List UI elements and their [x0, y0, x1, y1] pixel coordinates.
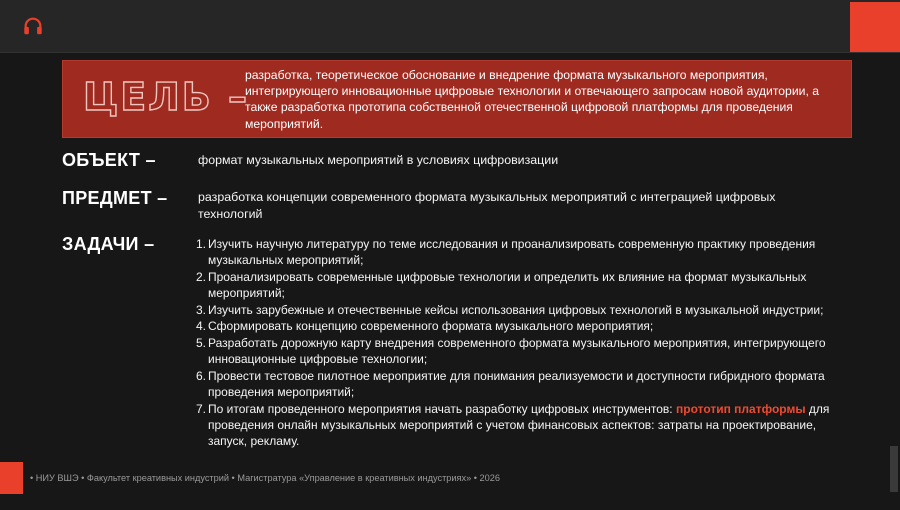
task-item: 4. Сформировать концепцию современного формата музыкального мероприятия;: [196, 319, 654, 334]
subject-text: разработка концепции современного формата музыкальных мероприятий с интеграцией цифровых технологий: [198, 190, 776, 221]
goal-banner: [62, 60, 852, 138]
task-item: 1. Изучить научную литературу по теме исследования и проанализировать современную практику проведения музыкальных мероприятий;: [196, 237, 816, 268]
top-bar: [0, 0, 900, 53]
object-label: ОБЪЕКТ –: [62, 150, 156, 170]
tasks-label: ЗАДАЧИ –: [62, 234, 155, 254]
task-item: 7. По итогам проведенного мероприятия начать разработку цифровых инструментов: прототип платформы для проведения онлайн музыкальных мероприятий с учетом финансовых аспектов: затраты на проектирование, запуск, рекламу.: [196, 401, 830, 449]
corner-accent-top-right: [850, 2, 900, 52]
goal-title: ЦЕЛЬ –: [83, 75, 249, 119]
subject-label: ПРЕДМЕТ –: [62, 188, 168, 208]
platform-prototype-highlight: прототип платформы: [675, 401, 806, 416]
corner-accent-bottom-left: [0, 462, 23, 494]
goal-text: разработка, теоретическое обоснование и внедрение формата музыкального мероприятия, интегрирующего инновационные цифровые технологии и отвечающего запросам новой аудитории, а также разработка прототипа собственной отечественной цифровой платформы для проведения мероприятий.: [245, 68, 819, 131]
task-item: 3. Изучить зарубежные и отечественные кейсы использования цифровых технологий в музыкальной индустрии;: [196, 302, 824, 317]
footer-text: • НИУ ВШЭ • Факультет креативных индустрий • Магистратура «Управление в креативных индустриях» • 2026: [30, 473, 500, 483]
task-item: 2. Проанализировать современные цифровые технологии и определить их влияние на формат музыкальных мероприятий;: [196, 269, 807, 301]
task-item: 5. Разработать дорожную карту внедрения современного формата музыкального мероприятия, интегрирующего инновационные цифровые технологии;: [196, 335, 826, 367]
tasks-list: [196, 236, 846, 450]
headphones-icon: [22, 15, 44, 37]
corner-accent-bottom-right: [890, 446, 898, 492]
object-text: формат музыкальных мероприятий в условиях цифровизации: [198, 153, 559, 167]
task-item: 6. Провести тестовое пилотное мероприятие для понимания реализуемости и доступности гибридного формата проведения мероприятий;: [196, 368, 825, 400]
